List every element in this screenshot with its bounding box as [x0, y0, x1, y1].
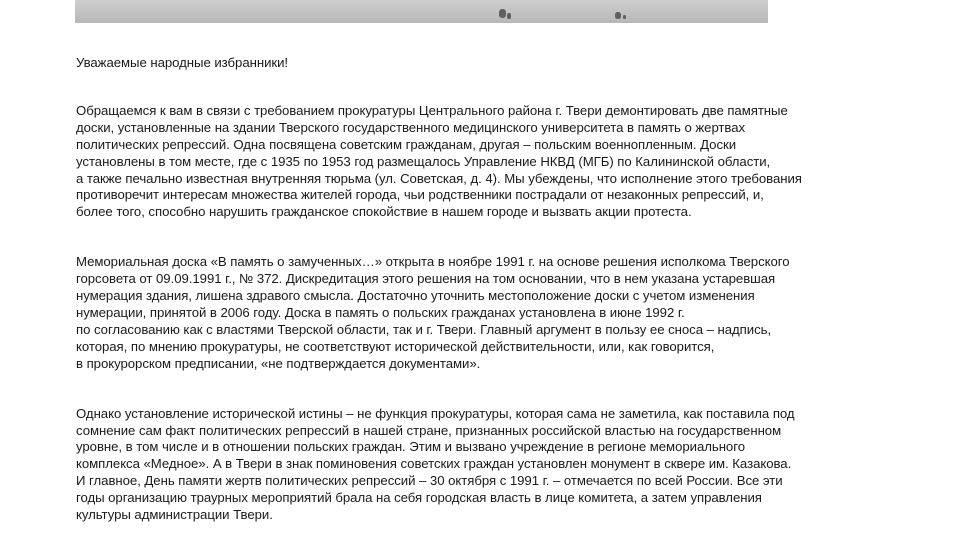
photo-detail — [623, 15, 626, 19]
text-line: установлены в том месте, где с 1935 по 1953 год размещалось Управление НКВД (МГБ) по Калининской области, — [76, 153, 771, 169]
paragraph-memorial-history — [76, 254, 891, 372]
text-line: а также печально известная внутренняя тюрьма (ул. Советская, д. 4). Мы убеждены, что исполнение этого требования — [76, 170, 802, 186]
text-line: сомнение сам факт политических репрессий в нашей стране, признанных российской властью на государственном — [76, 422, 782, 438]
open-letter-article — [76, 55, 891, 557]
text-line: нумерации, принятой в 2006 году. Доска в память о польских гражданах установлена в июне 1992 г. — [76, 304, 685, 320]
text-line: доски, установленные на здании Тверского государственного медицинского университета в память о жертвах — [76, 119, 746, 135]
paragraph-demands — [76, 103, 891, 221]
text-line: более того, способно нарушить гражданское спокойствие в нашем городе и вызвать акции протеста. — [76, 204, 692, 220]
text-line: комплекса «Медное». А в Твери в знак поминовения советских граждан установлен монумент в сквере им. Казакова. — [76, 456, 792, 472]
text-line: годы организацию траурных мероприятий брала на себя городская власть в лице комитета, а затем управления — [76, 490, 762, 506]
paragraph-historical-truth — [76, 406, 891, 524]
photo-detail — [499, 9, 506, 18]
text-line: Обращаемся к вам в связи с требованием прокуратуры Центрального района г. Твери демонтировать две памятные — [76, 102, 788, 118]
text-line: горсовета от 09.09.1991 г., № 372. Дискредитация этого решения на том основании, что в нем указана устаревшая — [76, 271, 776, 287]
letter-greeting: Уважаемые народные избранники! — [76, 55, 289, 70]
photo-detail — [615, 12, 621, 19]
text-line: политических репрессий. Одна посвящена советским гражданам, другая – польским военнопленным. Доски — [76, 136, 737, 152]
text-line: которая, по мнению прокуратуры, не соответствуют исторической действительности, или, как говорится, — [76, 338, 715, 354]
memorial-photo-bottom-edge — [75, 0, 768, 23]
text-line: Однако установление исторической истины – не функция прокуратуры, которая сама не заметила, как поставила под — [76, 405, 795, 421]
text-line: культуры администрации Твери. — [76, 507, 273, 523]
text-line: противоречит интересам множества жителей города, чьи родственники пострадали от незаконных репрессий, и, — [76, 187, 764, 203]
text-line: по согласованию как с властями Тверской области, так и г. Твери. Главный аргумент в пользу ее сноса – надпись, — [76, 321, 772, 337]
text-line: Мемориальная доска «В память о замученных…» открыта в ноябре 1991 г. на основе решения исполкома Тверского — [76, 254, 790, 270]
text-line: И главное, День памяти жертв политических репрессий – 30 октября с 1991 г. – отмечается по всей России. Все эти — [76, 473, 783, 489]
text-line: уровне, в том числе и в отношении польских граждан. Этим и вызвано учреждение в регионе мемориального — [76, 439, 745, 455]
text-line: в прокурорском предписании, «не подтверждается документами». — [76, 355, 481, 371]
text-line: нумерация здания, лишена здравого смысла. Достаточно уточнить местоположение доски с учетом изменения — [76, 288, 755, 304]
photo-detail — [507, 13, 511, 19]
